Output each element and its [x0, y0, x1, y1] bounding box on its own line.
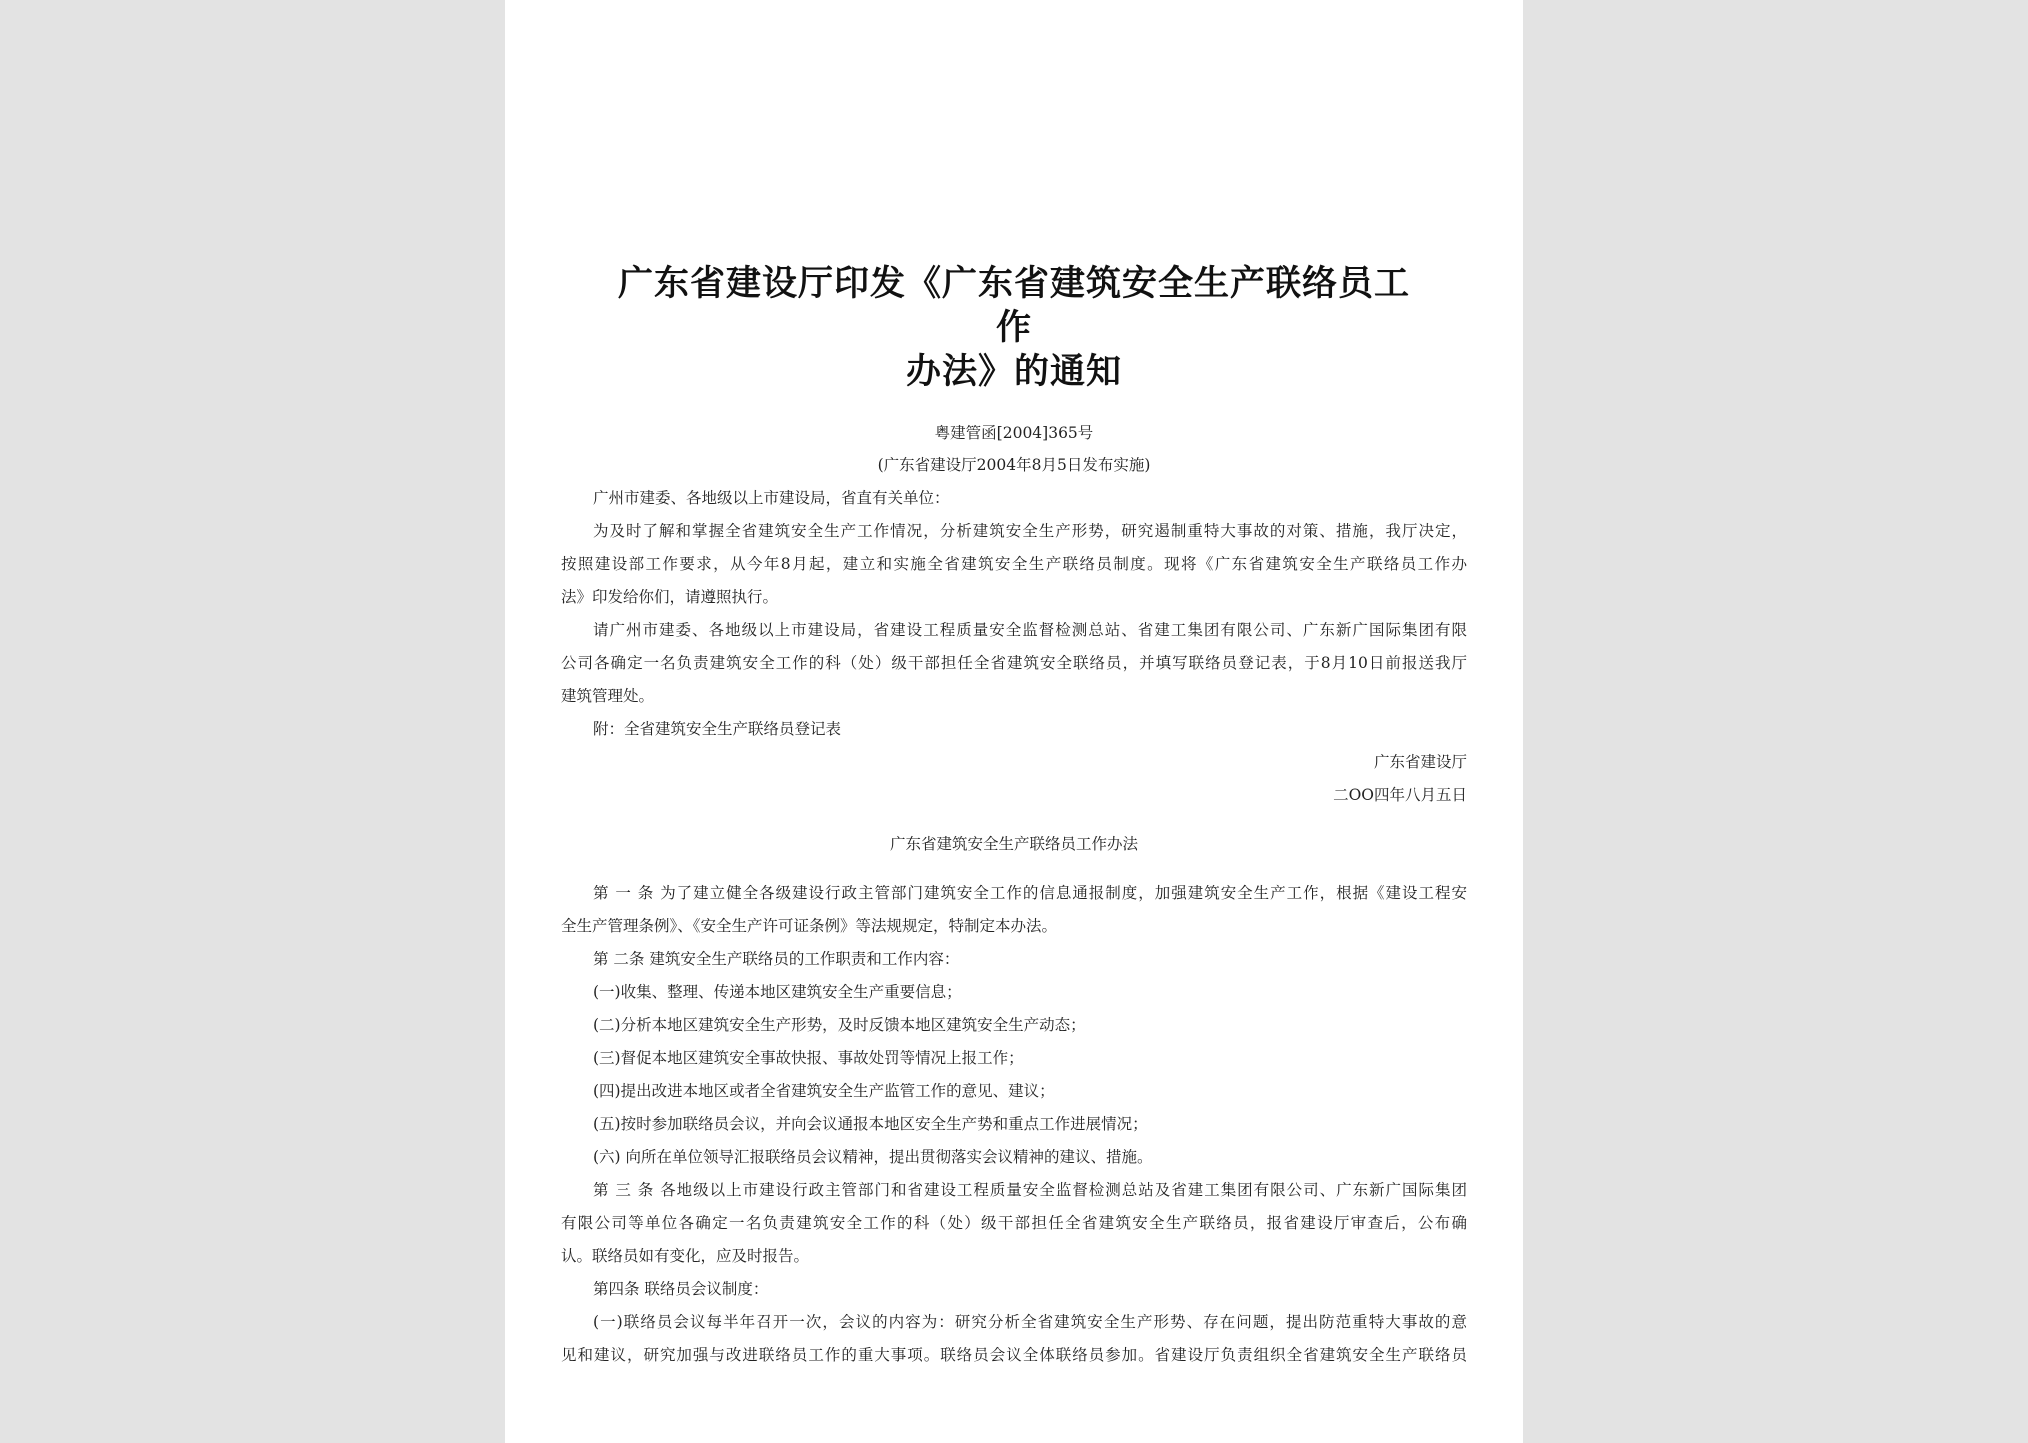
article-2-heading: 第 二条 建筑安全生产联络员的工作职责和工作内容： — [593, 950, 960, 968]
article-3-line: 认。联络员如有变化，应及时报告。 — [561, 1247, 810, 1265]
paragraph-1-line: 为及时了解和掌握全省建筑安全生产工作情况，分析建筑安全生产形势，研究遏制重特大事故的对策、措施，我厅决定， — [593, 522, 1467, 540]
section-subtitle: 广东省建筑安全生产联络员工作办法 — [889, 835, 1138, 853]
article-2-item: (一)收集、整理、传递本地区建筑安全生产重要信息； — [593, 983, 962, 1001]
title-line-2: 办法》的通知 — [905, 352, 1122, 392]
paragraph-2-line: 建筑管理处。 — [561, 687, 655, 705]
article-4-heading: 第四条 联络员会议制度： — [593, 1280, 769, 1298]
paragraph-2-line: 请广州市建委、各地级以上市建设局，省建设工程质量安全监督检测总站、省建工集团有限公司、广东新广国际集团有限 — [593, 621, 1467, 639]
paragraph-2-line: 公司各确定一名负责建筑安全工作的科（处）级干部担任全省建筑安全联络员，并填写联络员登记表，于8月10日前报送我厅 — [561, 654, 1467, 672]
paragraph-1-line: 按照建设部工作要求，从今年8月起，建立和实施全省建筑安全生产联络员制度。现将《广东省建筑安全生产联络员工作办 — [561, 555, 1467, 573]
article-2-item: (四)提出改进本地区或者全省建筑安全生产监管工作的意见、建议； — [593, 1082, 1055, 1100]
attachment-note: 附：全省建筑安全生产联络员登记表 — [593, 720, 842, 738]
article-4-item-line: 见和建议，研究加强与改进联络员工作的重大事项。联络员会议全体联络员参加。省建设厅负责组织全省建筑安全生产联络员 — [561, 1346, 1467, 1364]
article-4-item-line: (一)联络员会议每半年召开一次，会议的内容为：研究分析全省建筑安全生产形势、存在问题，提出防范重特大事故的意 — [593, 1313, 1467, 1331]
article-2-item: (五)按时参加联络员会议，并向会议通报本地区安全生产势和重点工作进展情况； — [593, 1115, 1148, 1133]
article-2-item: (六) 向所在单位领导汇报联络员会议精神，提出贯彻落实会议精神的建议、措施。 — [593, 1148, 1153, 1166]
addressee: 广州市建委、各地级以上市建设局，省直有关单位： — [593, 489, 950, 507]
document-number: 粤建管函[2004]365号 — [934, 424, 1094, 442]
document-page — [505, 0, 1523, 1443]
paragraph-1-line: 法》印发给你们，请遵照执行。 — [561, 588, 779, 606]
article-3-line: 第 三 条 各地级以上市建设行政主管部门和省建设工程质量安全监督检测总站及省建工集团有限公司、广东新广国际集团 — [593, 1181, 1467, 1199]
article-1-line: 第 一 条 为了建立健全各级建设行政主管部门建筑安全工作的信息通报制度，加强建筑安全生产工作，根据《建设工程安 — [593, 884, 1467, 902]
article-2-item: (三)督促本地区建筑安全事故快报、事故处罚等情况上报工作； — [593, 1049, 1024, 1067]
issue-note: (广东省建设厅2004年8月5日发布实施) — [877, 456, 1151, 474]
article-1-line: 全生产管理条例》、《安全生产许可证条例》等法规规定，特制定本办法。 — [561, 917, 1058, 935]
signer: 广东省建设厅 — [1373, 753, 1467, 771]
document-title — [601, 262, 1427, 394]
title-line-1: 广东省建设厅印发《广东省建筑安全生产联络员工作 — [617, 264, 1410, 348]
article-2-item: (二)分析本地区建筑安全生产形势，及时反馈本地区建筑安全生产动态； — [593, 1016, 1086, 1034]
signing-date: 二OO四年八月五日 — [1333, 786, 1467, 804]
article-3-line: 有限公司等单位各确定一名负责建筑安全工作的科（处）级干部担任全省建筑安全生产联络员，报省建设厅审查后，公布确 — [561, 1214, 1467, 1232]
